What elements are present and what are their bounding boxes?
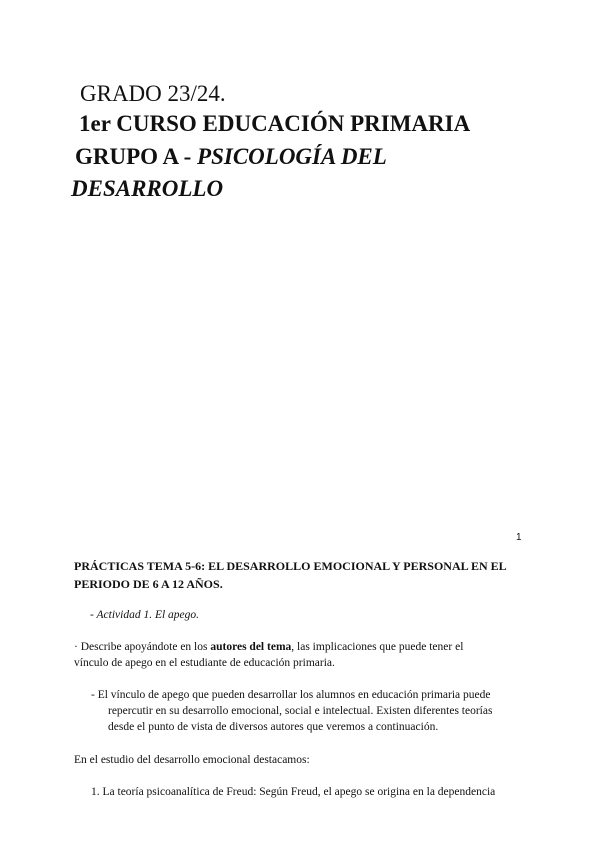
answer-line2: repercutir en su desarrollo emocional, social e intelectual. Existen diferentes teorías — [108, 705, 493, 717]
question-line2: vínculo de apego en el estudiante de educación primaria. — [74, 657, 335, 669]
activity-title: - Actividad 1. El apego. — [90, 609, 200, 621]
question-prefix: · Describe apoyándote en los — [74, 641, 211, 653]
answer-line1: - El vínculo de apego que pueden desarrollar los alumnos en educación primaria puede — [91, 689, 491, 701]
subject-label-continued: DESARROLLO — [71, 176, 224, 201]
group-label: GRUPO A - — [75, 144, 198, 169]
section-heading-line1: PRÁCTICAS TEMA 5-6: EL DESARROLLO EMOCIONAL Y PERSONAL EN EL — [74, 559, 507, 573]
question-emphasis: autores del tema — [210, 641, 292, 653]
section-heading-line2: PERIODO DE 6 A 12 AÑOS. — [74, 577, 223, 591]
answer-line3: desde el punto de vista de diversos autores que veremos a continuación. — [108, 721, 439, 733]
group-subject-title — [75, 143, 387, 171]
question-suffix: , las implicaciones que puede tener el — [291, 641, 464, 653]
course-title: 1er CURSO EDUCACIÓN PRIMARIA — [79, 111, 471, 136]
subject-label: PSICOLOGÍA DEL — [197, 144, 387, 169]
intro-paragraph: En el estudio del desarrollo emocional destacamos: — [74, 754, 310, 766]
list-item: 1. La teoría psicoanalítica de Freud: Según Freud, el apego se origina en la dependencia — [91, 786, 496, 798]
question-line1 — [74, 639, 463, 655]
page-number: 1 — [516, 532, 522, 543]
course-year-title: GRADO 23/24. — [80, 81, 226, 106]
